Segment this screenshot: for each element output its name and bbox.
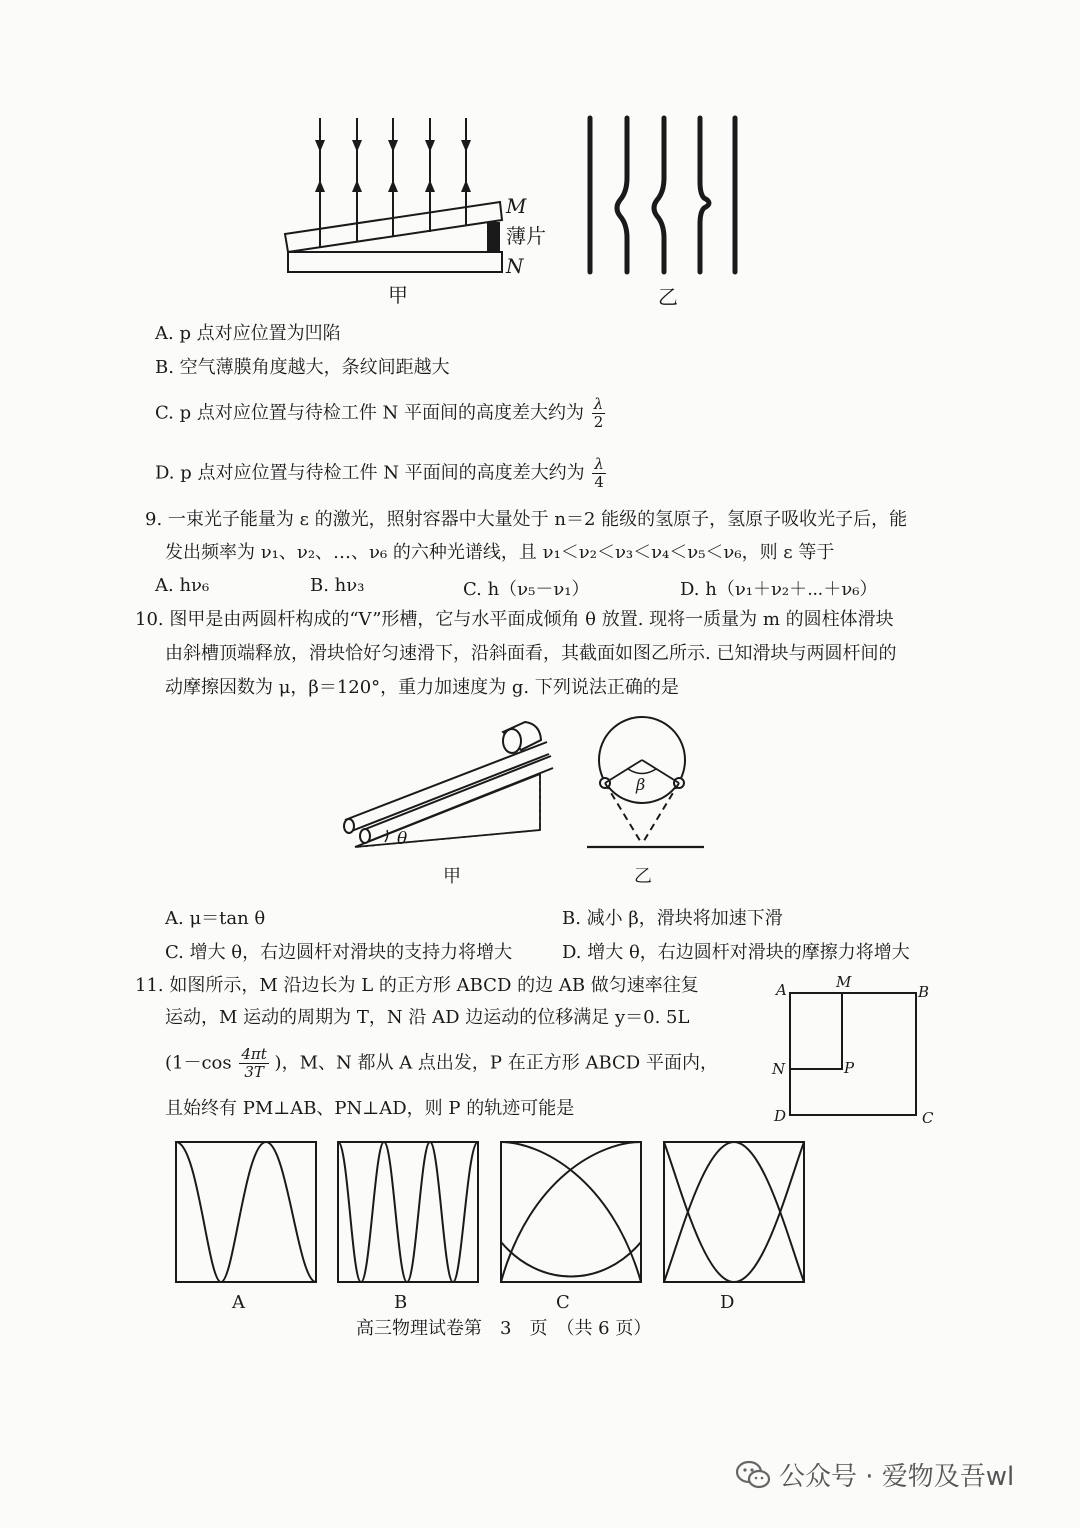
q9-stem-line-2: 发出频率为 ν₁、ν₂、…、ν₆ 的六种光谱线，且 ν₁＜ν₂＜ν₃＜ν₄＜ν₅＜ν₆，则 ε 等于 xyxy=(165,542,835,563)
fraction-numerator: λ xyxy=(592,456,606,474)
figure-11-square xyxy=(768,975,948,1125)
figure-10-jia xyxy=(335,712,565,892)
choice-d-label: D xyxy=(720,1292,735,1313)
q11-stem-line-2: 运动，M 运动的周期为 T，N 沿 AD 边运动的位移满足 y＝0. 5L xyxy=(165,1007,690,1028)
fraction-denominator: 4 xyxy=(594,473,604,491)
choice-c-label: C xyxy=(556,1292,570,1313)
fraction-numerator: 4πt xyxy=(241,1045,267,1063)
q9-option-c: C. h（ν₅－ν₁） xyxy=(463,579,590,600)
figure-10-yi xyxy=(582,712,722,892)
q11-stem-line-3 xyxy=(165,1046,718,1081)
point-p: P xyxy=(844,1059,855,1077)
fraction-denominator: 2 xyxy=(593,413,604,431)
wechat-icon xyxy=(735,1460,771,1490)
q9-option-b: B. hν₃ xyxy=(310,575,365,596)
fraction-numerator: λ xyxy=(592,396,606,414)
q9-stem-line-1: 9. 一束光子能量为 ε 的激光，照射容器中大量处于 n＝2 能级的氢原子，氢原子吸收光子后，能 xyxy=(145,509,908,530)
q9-option-a: A. hν₆ xyxy=(155,575,210,596)
label-thin-film: 薄片 xyxy=(506,224,546,248)
figure-8-yi xyxy=(580,110,750,310)
q8-option-b: B. 空气薄膜角度越大，条纹间距越大 xyxy=(155,357,450,378)
q11-stem-line-4: 且始终有 PM⊥AB、PN⊥AD，则 P 的轨迹可能是 xyxy=(165,1098,575,1119)
vertex-d: D xyxy=(774,1107,787,1125)
vertex-c: C xyxy=(922,1109,934,1127)
q10-option-d: D. 增大 θ，右边圆杆对滑块的摩擦力将增大 xyxy=(562,942,910,963)
q8-option-c-text: C. p 点对应位置与待检工件 N 平面间的高度差大约为 xyxy=(155,402,585,424)
q8-option-c xyxy=(155,396,605,431)
fraction-lambda-4 xyxy=(592,456,606,491)
q10-stem-line-2: 由斜槽顶端释放，滑块恰好匀速滑下，沿斜面看，其截面如图乙所示. 已知滑块与两圆杆间的 xyxy=(165,643,897,664)
caption-jia-10: 甲 xyxy=(443,866,461,887)
q8-option-d xyxy=(155,456,606,491)
label-n: N xyxy=(506,254,524,278)
point-n: N xyxy=(772,1060,786,1078)
page-footer: 高三物理试卷第 3 页 （共 6 页） xyxy=(356,1318,652,1339)
caption-yi: 乙 xyxy=(658,285,678,309)
choice-b-label: B xyxy=(394,1292,408,1313)
fraction-4pit-3t xyxy=(239,1046,268,1081)
q10-stem-line-1: 10. 图甲是由两圆杆构成的“V”形槽，它与水平面成倾角 θ 放置. 现将一质量为 m 的圆柱体滑块 xyxy=(135,609,894,630)
caption-yi-10: 乙 xyxy=(634,866,652,887)
label-m: M xyxy=(506,194,527,218)
fraction-lambda-2 xyxy=(592,396,606,431)
fraction-denominator: 3T xyxy=(244,1063,264,1081)
label-beta: β xyxy=(636,775,646,794)
q9-option-d: D. h（ν₁＋ν₂＋⋯＋ν₆） xyxy=(680,579,878,600)
watermark-text: 公众号 · 爱物及吾wl xyxy=(779,1462,1015,1492)
q11-stem-line-1: 11. 如图所示，M 沿边长为 L 的正方形 ABCD 的边 AB 做匀速率往复 xyxy=(135,975,699,996)
q8-option-a: A. p 点对应位置为凹陷 xyxy=(155,323,341,344)
q10-option-b: B. 减小 β，滑块将加速下滑 xyxy=(562,908,783,929)
vertex-a: A xyxy=(776,981,787,999)
trajectory-choices xyxy=(170,1138,810,1318)
q10-option-c: C. 增大 θ，右边圆杆对滑块的支持力将增大 xyxy=(165,942,513,963)
choice-a-label: A xyxy=(232,1292,245,1313)
vertex-b: B xyxy=(918,983,930,1001)
label-theta: θ xyxy=(397,829,408,849)
figure-8-jia xyxy=(280,110,560,310)
q8-option-d-text: D. p 点对应位置与待检工件 N 平面间的高度差大约为 xyxy=(155,462,585,484)
caption-jia: 甲 xyxy=(388,283,408,307)
point-m: M xyxy=(836,973,852,991)
q10-option-a: A. μ＝tan θ xyxy=(165,908,266,929)
q11-line3-prefix: (1－cos xyxy=(165,1052,232,1074)
q10-stem-line-3: 动摩擦因数为 μ，β＝120°，重力加速度为 g. 下列说法正确的是 xyxy=(165,677,679,698)
watermark xyxy=(735,1456,1014,1493)
q11-line3-suffix: )，M、N 都从 A 点出发，P 在正方形 ABCD 平面内， xyxy=(274,1052,718,1074)
